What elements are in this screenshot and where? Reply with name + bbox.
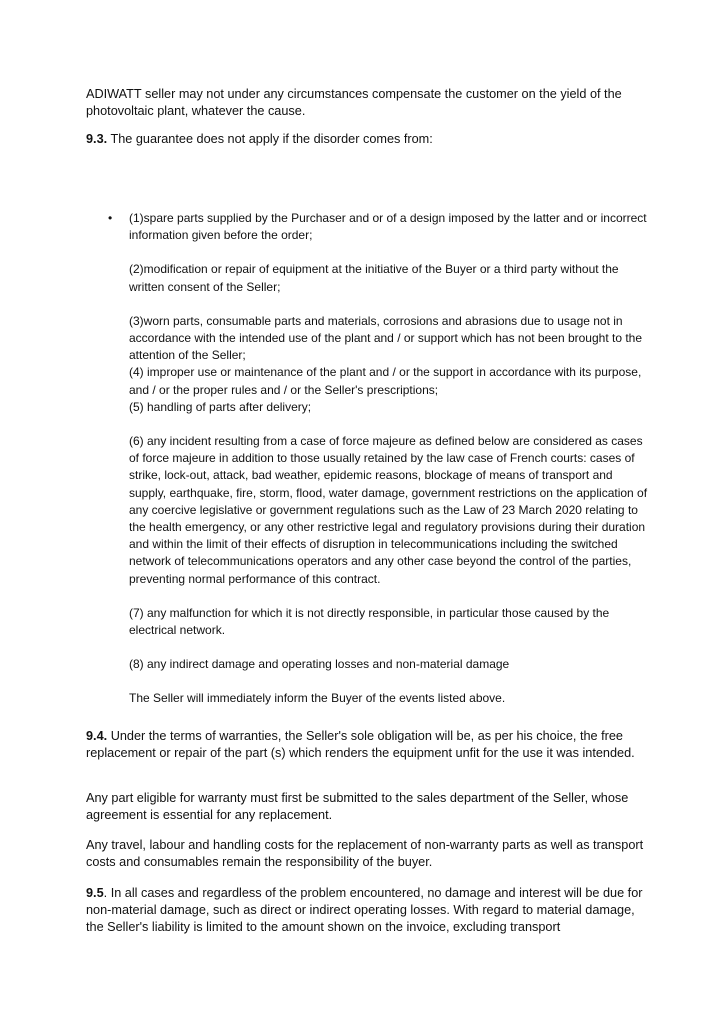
list-item-6: (6) any incident resulting from a case of force majeure as defined below are considered as cases of force majeure in addition to those usually retained by the law case of French courts: cases of strike, lock-out, attack, bad weather, epidemic reasons, blockage of means of transport and supply, earthquake, fire, storm, flood, water damage, government restrictions on the application of any coercive legislative or government regulations such as the Law of 23 March 2020 relating to the health emergency, or any other restrictive legal and regulatory provisions during their duration and within the limit of their effects of disruption in telecommunications including the switched network of telecommunications operators and any other case beyond the control of the parties, preventing normal performance of this contract.	[129, 434, 648, 586]
list-item-8: (8) any indirect damage and operating losses and non-material damage	[129, 657, 510, 672]
paragraph-intro: ADIWATT seller may not under any circumstances compensate the customer on the yield of the photovoltaic plant, whatever the cause.	[86, 87, 622, 119]
exclusion-list	[129, 210, 649, 708]
list-bullet: •	[108, 211, 113, 225]
section-9-4-number: 9.4.	[86, 729, 108, 743]
section-9-4-text: Under the terms of warranties, the Seller's sole obligation will be, as per his choice, the free replacement or repair of the part (s) which renders the equipment unfit for the use it was intended.	[86, 729, 635, 761]
paragraph-travel: Any travel, labour and handling costs for the replacement of non-warranty parts as well as transport costs and consumables remain the responsibility of the buyer.	[86, 838, 644, 870]
section-9-3-text: The guarantee does not apply if the disorder comes from:	[107, 132, 433, 146]
list-item-7: (7) any malfunction for which it is not directly responsible, in particular those caused by the electrical network.	[129, 605, 610, 638]
section-9-5-number: 9.5	[86, 886, 104, 900]
paragraph-eligible: Any part eligible for warranty must first be submitted to the sales department of the Seller, whose agreement is essential for any replacement.	[86, 791, 629, 823]
section-9-5-paragraph	[86, 885, 646, 937]
section-9-3-number: 9.3.	[86, 132, 108, 146]
list-item-3: (3)worn parts, consumable parts and materials, corrosions and abrasions due to usage not in accordance with the intended use of the plant and / or support which has not been brought to the attention of the Seller;	[129, 313, 643, 363]
list-item-4: (4) improper use or maintenance of the plant and / or the support in accordance with its purpose, and / or the proper rules and / or the Seller's prescriptions;	[129, 365, 642, 397]
list-item-1: (1)spare parts supplied by the Purchaser and or of a design imposed by the latter and or incorrect information given before the order;	[129, 211, 647, 243]
list-inform-note: The Seller will immediately inform the Buyer of the events listed above.	[129, 691, 506, 706]
section-9-4-paragraph	[86, 728, 646, 762]
list-item-5: (5) handling of parts after delivery;	[129, 399, 312, 414]
section-9-3-heading	[86, 131, 646, 148]
list-item-2: (2)modification or repair of equipment at the initiative of the Buyer or a third party without the written consent of the Seller;	[129, 262, 619, 294]
section-9-5-text: . In all cases and regardless of the problem encountered, no damage and interest will be due for non-material damage, such as direct or indirect operating losses. With regard to material damage, the Seller's liability is limited to the amount shown on the invoice, excluding transport	[86, 886, 643, 935]
